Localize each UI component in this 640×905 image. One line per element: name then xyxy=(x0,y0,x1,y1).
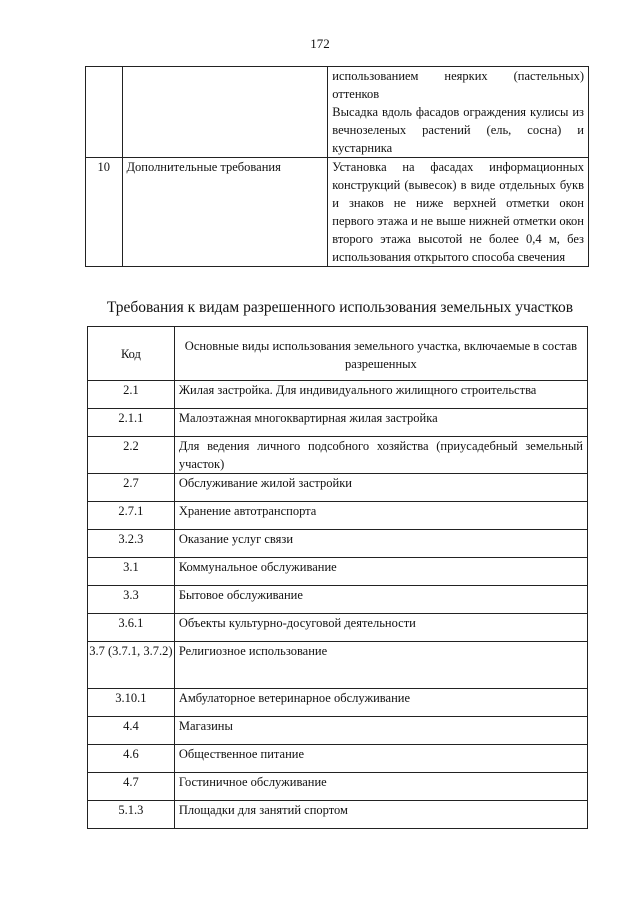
use-code: 2.1 xyxy=(88,381,175,409)
use-description: Гостиничное обслуживание xyxy=(174,773,587,801)
requirement-text-cell xyxy=(328,67,589,158)
use-code: 3.7 (3.7.1, 3.7.2) xyxy=(88,642,175,689)
requirement-paragraph: Установка на фасадах информационных конструкций (вывесок) в виде отдельных букв и знаков не ниже верхней отметки окон первого этажа и не выше нижней отметки окон второго этажа высотой не более 0,4 м, без использования открытого способа свечения xyxy=(332,160,584,264)
requirement-name-cell xyxy=(122,67,328,158)
use-code: 2.7.1 xyxy=(88,502,175,530)
use-description: Для ведения личного подсобного хозяйства (приусадебный земельный участок) xyxy=(174,437,587,474)
table-row xyxy=(88,717,588,745)
use-code: 3.2.3 xyxy=(88,530,175,558)
column-header-description: Основные виды использования земельного участка, включаемые в состав разрешенных xyxy=(174,327,587,381)
use-description: Бытовое обслуживание xyxy=(174,586,587,614)
requirement-text-cell xyxy=(328,158,589,267)
land-use-requirements-table xyxy=(87,326,588,829)
use-code: 3.6.1 xyxy=(88,614,175,642)
continuation-table xyxy=(85,66,589,267)
table-row xyxy=(88,474,588,502)
row-number-cell xyxy=(86,67,123,158)
use-description: Амбулаторное ветеринарное обслуживание xyxy=(174,689,587,717)
table-row xyxy=(88,409,588,437)
table-row xyxy=(88,530,588,558)
use-code: 2.7 xyxy=(88,474,175,502)
table-row xyxy=(86,158,589,267)
use-description: Хранение автотранспорта xyxy=(174,502,587,530)
table-row xyxy=(88,745,588,773)
table-row xyxy=(88,773,588,801)
use-description: Обслуживание жилой застройки xyxy=(174,474,587,502)
use-description: Жилая застройка. Для индивидуального жилищного строительства xyxy=(174,381,587,409)
use-code: 3.10.1 xyxy=(88,689,175,717)
table-row xyxy=(88,381,588,409)
use-code: 5.1.3 xyxy=(88,801,175,829)
use-description: Коммунальное обслуживание xyxy=(174,558,587,586)
use-description: Объекты культурно-досуговой деятельности xyxy=(174,614,587,642)
table-row xyxy=(88,437,588,474)
use-description: Оказание услуг связи xyxy=(174,530,587,558)
use-code: 4.4 xyxy=(88,717,175,745)
requirement-paragraph: Высадка вдоль фасадов ограждения кулисы из вечнозеленых растений (ель, сосна) и кустарника xyxy=(332,105,584,155)
column-header-code: Код xyxy=(88,327,175,381)
table-header-row xyxy=(88,327,588,381)
row-number-cell: 10 xyxy=(86,158,123,267)
requirement-name-cell: Дополнительные требования xyxy=(122,158,328,267)
use-code: 3.1 xyxy=(88,558,175,586)
use-code: 4.6 xyxy=(88,745,175,773)
use-description: Магазины xyxy=(174,717,587,745)
use-code: 4.7 xyxy=(88,773,175,801)
use-code: 3.3 xyxy=(88,586,175,614)
use-description: Религиозное использование xyxy=(174,642,587,689)
table-row xyxy=(88,614,588,642)
table-row xyxy=(88,642,588,689)
use-code: 2.2 xyxy=(88,437,175,474)
use-description: Площадки для занятий спортом xyxy=(174,801,587,829)
table-row xyxy=(88,586,588,614)
use-description: Малоэтажная многоквартирная жилая застройка xyxy=(174,409,587,437)
requirement-paragraph: использованием неярких (пастельных) оттенков xyxy=(332,69,584,101)
section-heading: Требования к видам разрешенного использования земельных участков xyxy=(106,299,574,316)
table-row xyxy=(88,801,588,829)
table-row xyxy=(86,67,589,158)
table-row xyxy=(88,689,588,717)
use-description: Общественное питание xyxy=(174,745,587,773)
page-number: 172 xyxy=(310,36,330,51)
table-row xyxy=(88,502,588,530)
table-row xyxy=(88,558,588,586)
use-code: 2.1.1 xyxy=(88,409,175,437)
